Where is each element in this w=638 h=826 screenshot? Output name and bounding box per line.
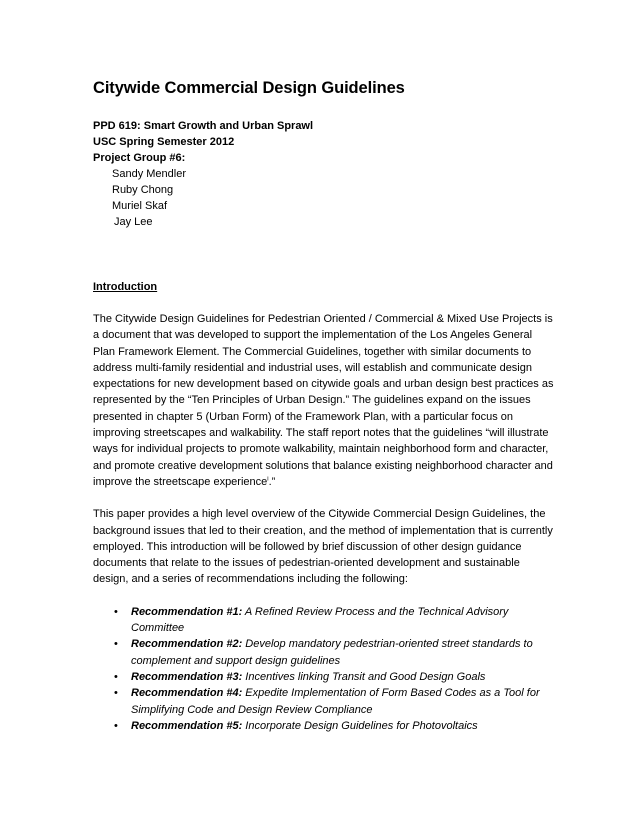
recommendation-text: Incentives linking Transit and Good Design Goals bbox=[242, 670, 486, 683]
recommendation-text: Expedite Implementation of Form Based Codes as a Tool for Simplifying Code and Design Review Compliance bbox=[131, 687, 540, 716]
member-item: Muriel Skaf bbox=[112, 200, 168, 212]
recommendation-item bbox=[93, 636, 555, 669]
recommendation-label: Recommendation #3: bbox=[131, 670, 243, 683]
bullet-icon: • bbox=[114, 670, 118, 683]
introduction-heading: Introduction bbox=[93, 281, 158, 293]
recommendation-text: A Refined Review Process and the Technical Advisory Committee bbox=[131, 605, 509, 635]
course-line: PPD 619: Smart Growth and Urban Sprawl bbox=[93, 120, 314, 132]
recommendation-label: Recommendation #2: bbox=[131, 638, 243, 651]
recommendation-text: Incorporate Design Guidelines for Photovoltaics bbox=[242, 719, 478, 732]
intro-paragraph-1-text: The Citywide Design Guidelines for Pedestrian Oriented / Commercial & Mixed Use Projects is a document that was developed to support the implementation of the Los Angeles General Plan Framework Element. The Commercial Guidelines, together with similar documents to address multi-family residential and industrial uses, will establish and communicate design expectations for new development based on citywide goals and urban design best practices as represented by the “Ten Principles of Urban Design.” The guidelines expand on the issues presented in chapter 5 (Urban Form) of the Framework Plan, with a particular focus on improving streetscapes and walkability. The staff report notes that the guidelines “will illustrate ways for individual projects to promote walkability, maintain neighborhood form and character, and promote creative development solutions that balance existing neighborhood character and improve the streetscape experience bbox=[93, 313, 554, 488]
bullet-icon: • bbox=[114, 687, 118, 700]
document-title: Citywide Commercial Design Guidelines bbox=[93, 79, 405, 97]
bullet-icon: • bbox=[114, 719, 118, 732]
bullet-icon: • bbox=[114, 605, 118, 618]
semester-line: USC Spring Semester 2012 bbox=[93, 136, 235, 148]
recommendation-item bbox=[93, 669, 555, 685]
recommendation-label: Recommendation #4: bbox=[131, 687, 243, 700]
member-item: Jay Lee bbox=[114, 216, 153, 228]
bullet-icon: • bbox=[114, 638, 118, 651]
group-label: Project Group #6: bbox=[93, 152, 186, 164]
recommendation-item bbox=[93, 604, 555, 637]
member-item: Ruby Chong bbox=[112, 184, 174, 196]
recommendation-item bbox=[93, 718, 555, 734]
intro-paragraph-1-end: .” bbox=[268, 475, 276, 488]
member-list bbox=[93, 166, 555, 230]
recommendation-item bbox=[93, 685, 555, 718]
recommendation-list bbox=[93, 604, 555, 734]
footnote-marker[interactable]: i bbox=[267, 476, 269, 483]
recommendation-label: Recommendation #1: bbox=[131, 605, 243, 618]
recommendation-label: Recommendation #5: bbox=[131, 719, 243, 732]
member-item: Sandy Mendler bbox=[112, 168, 186, 180]
intro-paragraph-1 bbox=[93, 311, 555, 490]
recommendation-text: Develop mandatory pedestrian-oriented street standards to complement and support design guidelines bbox=[131, 638, 533, 667]
document-page bbox=[93, 78, 555, 734]
intro-paragraph-2: This paper provides a high level overview of the Citywide Commercial Design Guidelines, the background issues that led to their creation, and the method of implementation that is currently employed. This introduction will be followed by brief discussion of other design guidance documents that relate to the issues of pedestrian-oriented development and sustainable design, and a series of recommendations including the following: bbox=[93, 508, 553, 586]
